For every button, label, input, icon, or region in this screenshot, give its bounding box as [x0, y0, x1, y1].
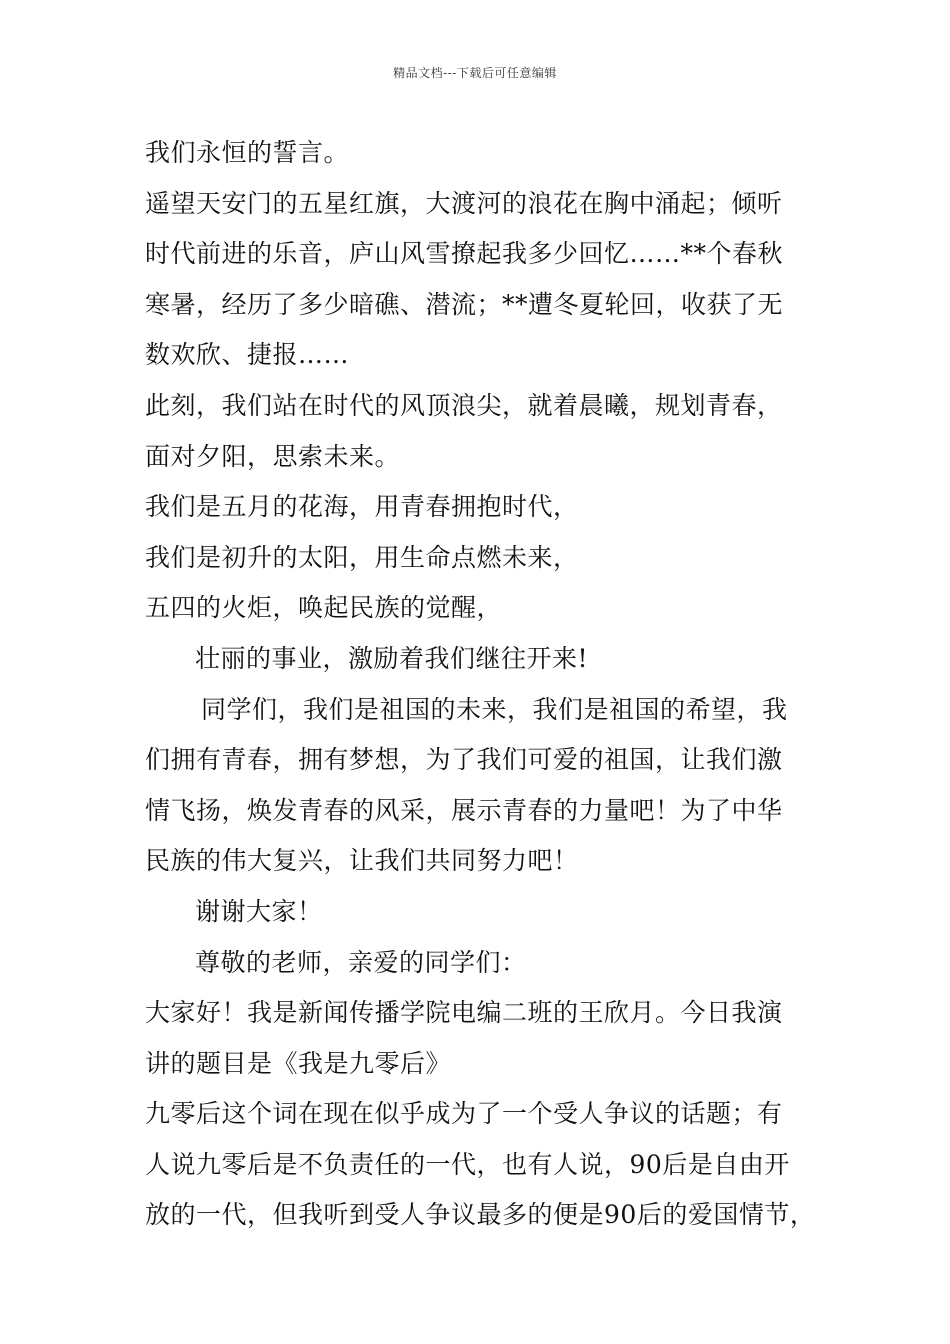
text-line: 五四的火炬，唤起民族的觉醒，: [145, 593, 503, 623]
text-line: 情飞扬，焕发青春的风采，展示青春的力量吧！为了中华: [145, 795, 783, 825]
text-line: 时代前进的乐音，庐山风雪撩起我多少回忆……**个春秋: [145, 239, 784, 269]
text-line: 们拥有青春，拥有梦想，为了我们可爱的祖国，让我们激: [145, 745, 783, 775]
text-line: 我们是五月的花海，用青春拥抱时代，: [145, 492, 579, 522]
document-body: [145, 128, 825, 1241]
text-line: 讲的题目是《我是九零后》: [145, 1048, 452, 1078]
text-line: 大家好！我是新闻传播学院电编二班的王欣月。今日我演: [145, 998, 783, 1028]
text-line: 人说九零后是不负责任的一代，也有人说，90后是自由开: [145, 1149, 790, 1179]
text-line: 寒暑，经历了多少暗礁、潜流；**遭冬夏轮回，收获了无: [145, 289, 784, 319]
text-line: 放的一代，但我听到受人争议最多的便是90后的爱国情节，: [145, 1200, 816, 1230]
text-line: 谢谢大家！: [195, 896, 323, 926]
text-line: 尊敬的老师，亲爱的同学们：: [195, 947, 527, 977]
text-line: 壮丽的事业，激励着我们继往开来!: [195, 643, 589, 673]
text-line: 民族的伟大复兴，让我们共同努力吧！: [145, 846, 579, 876]
text-line: 我们永恒的誓言。: [145, 138, 350, 167]
page-header: 精品文档---下载后可任意编辑: [393, 66, 557, 80]
text-line: 数欢欣、捷报……: [145, 340, 350, 370]
text-line: 遥望天安门的五星红旗，大渡河的浪花在胸中涌起；倾听: [145, 188, 783, 218]
text-line: 我们是初升的太阳，用生命点燃未来，: [145, 542, 579, 572]
text-line: 同学们，我们是祖国的未来，我们是祖国的希望，我: [201, 694, 788, 724]
text-line: 面对夕阳，思索未来。: [145, 441, 401, 471]
text-line: 九零后这个词在现在似乎成为了一个受人争议的话题；有: [145, 1099, 783, 1129]
text-line: 此刻，我们站在时代的风顶浪尖，就着晨曦，规划青春，: [145, 390, 783, 420]
